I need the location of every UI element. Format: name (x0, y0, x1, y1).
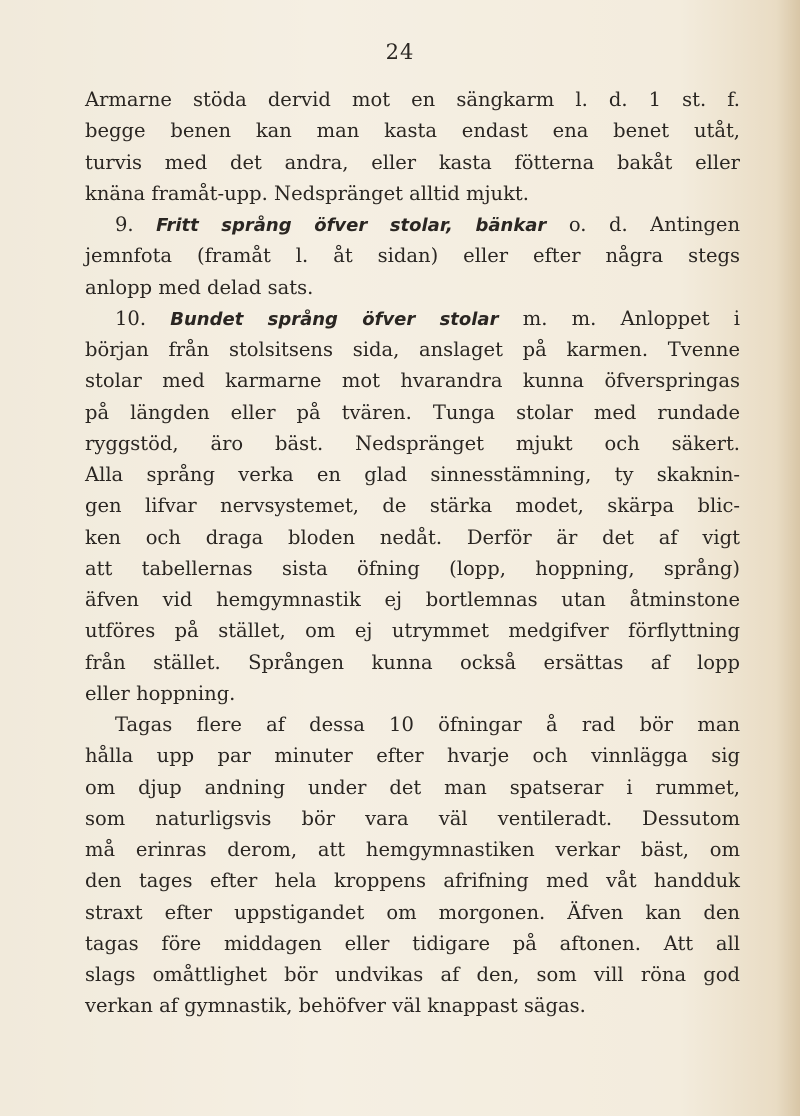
item-10-rest: m. m. Anloppet i (522, 306, 741, 330)
item-10-line (85, 303, 740, 334)
item-9-line (85, 209, 740, 240)
text-line: tagas före middagen eller tidigare på aftonen. Att all (85, 931, 740, 955)
text-line: äfven vid hemgymnastik ej bortlemnas utan åtminstone (85, 588, 740, 611)
text-line: från stället. Sprången kunna också ersättas af lopp (85, 650, 740, 674)
item-9-heading: Fritt språng öfver stolar, bänkar (156, 215, 547, 236)
item-9-number: 9. (115, 213, 134, 236)
text-line: må erinras derom, att hemgymnastiken verkar bäst, om (85, 838, 740, 861)
text-line: turvis med det andra, eller kasta fötterna bakåt eller (85, 150, 740, 174)
text-line: anlopp med delad sats. (85, 275, 314, 299)
text-line: knäna framåt-upp. Nedspränget alltid mjukt. (85, 181, 529, 205)
text-line: på längden eller på tvären. Tunga stolar med rundade (85, 400, 740, 424)
text-line: ken och draga bloden nedåt. Derför är det af vigt (85, 525, 740, 549)
text-line: slags omåttlighet bör undvikas af den, som vill röna god (85, 963, 740, 986)
text-line: gen lifvar nervsystemet, de stärka modet, skärpa blic- (85, 494, 740, 518)
text-line: verkan af gymnastik, behöfver väl knappast sägas. (85, 994, 586, 1018)
text-line: början från stolsitsens sida, anslaget på karmen. Tvenne (85, 338, 740, 361)
text-line: Armarne stöda dervid mot en sängkarm l. d. 1 st. f. (85, 88, 740, 111)
text-line: Alla språng verka en glad sinnesstämning, ty skaknin- (85, 463, 740, 486)
text-line: om djup andning under det man spatserar i rummet, (85, 775, 740, 799)
text-line: begge benen kan man kasta endast ena benet utåt, (85, 119, 740, 143)
item-9-rest: o. d. Antingen (568, 213, 741, 236)
body-text (85, 84, 740, 1022)
text-line: ryggstöd, äro bäst. Nedspränget mjukt och säkert. (85, 431, 740, 455)
item-10-number: 10. (115, 306, 147, 330)
text-line: stolar med karmarne mot hvarandra kunna öfverspringas (85, 369, 740, 393)
text-line: utföres på stället, om ej utrymmet medgifver förflyttning (85, 619, 740, 643)
text-line: som naturligsvis bör vara väl ventileradt. Dessutom (85, 806, 740, 830)
page-number: 24 (385, 40, 415, 64)
item-10-heading: Bundet språng öfver stolar (170, 308, 499, 330)
text-line: att tabellernas sista öfning (lopp, hoppning, språng) (85, 556, 740, 580)
text-line: Tagas flere af dessa 10 öfningar å rad bör man (115, 713, 740, 736)
text-line: hålla upp par minuter efter hvarje och vinnlägga sig (85, 744, 740, 768)
text-line: den tages efter hela kroppens afrifning med våt handduk (85, 869, 740, 893)
text-line: jemnfota (framåt l. åt sidan) eller efter några stegs (85, 244, 740, 268)
text-line: straxt efter uppstigandet om morgonen. Äfven kan den (85, 900, 740, 924)
text-line: eller hoppning. (85, 681, 236, 705)
